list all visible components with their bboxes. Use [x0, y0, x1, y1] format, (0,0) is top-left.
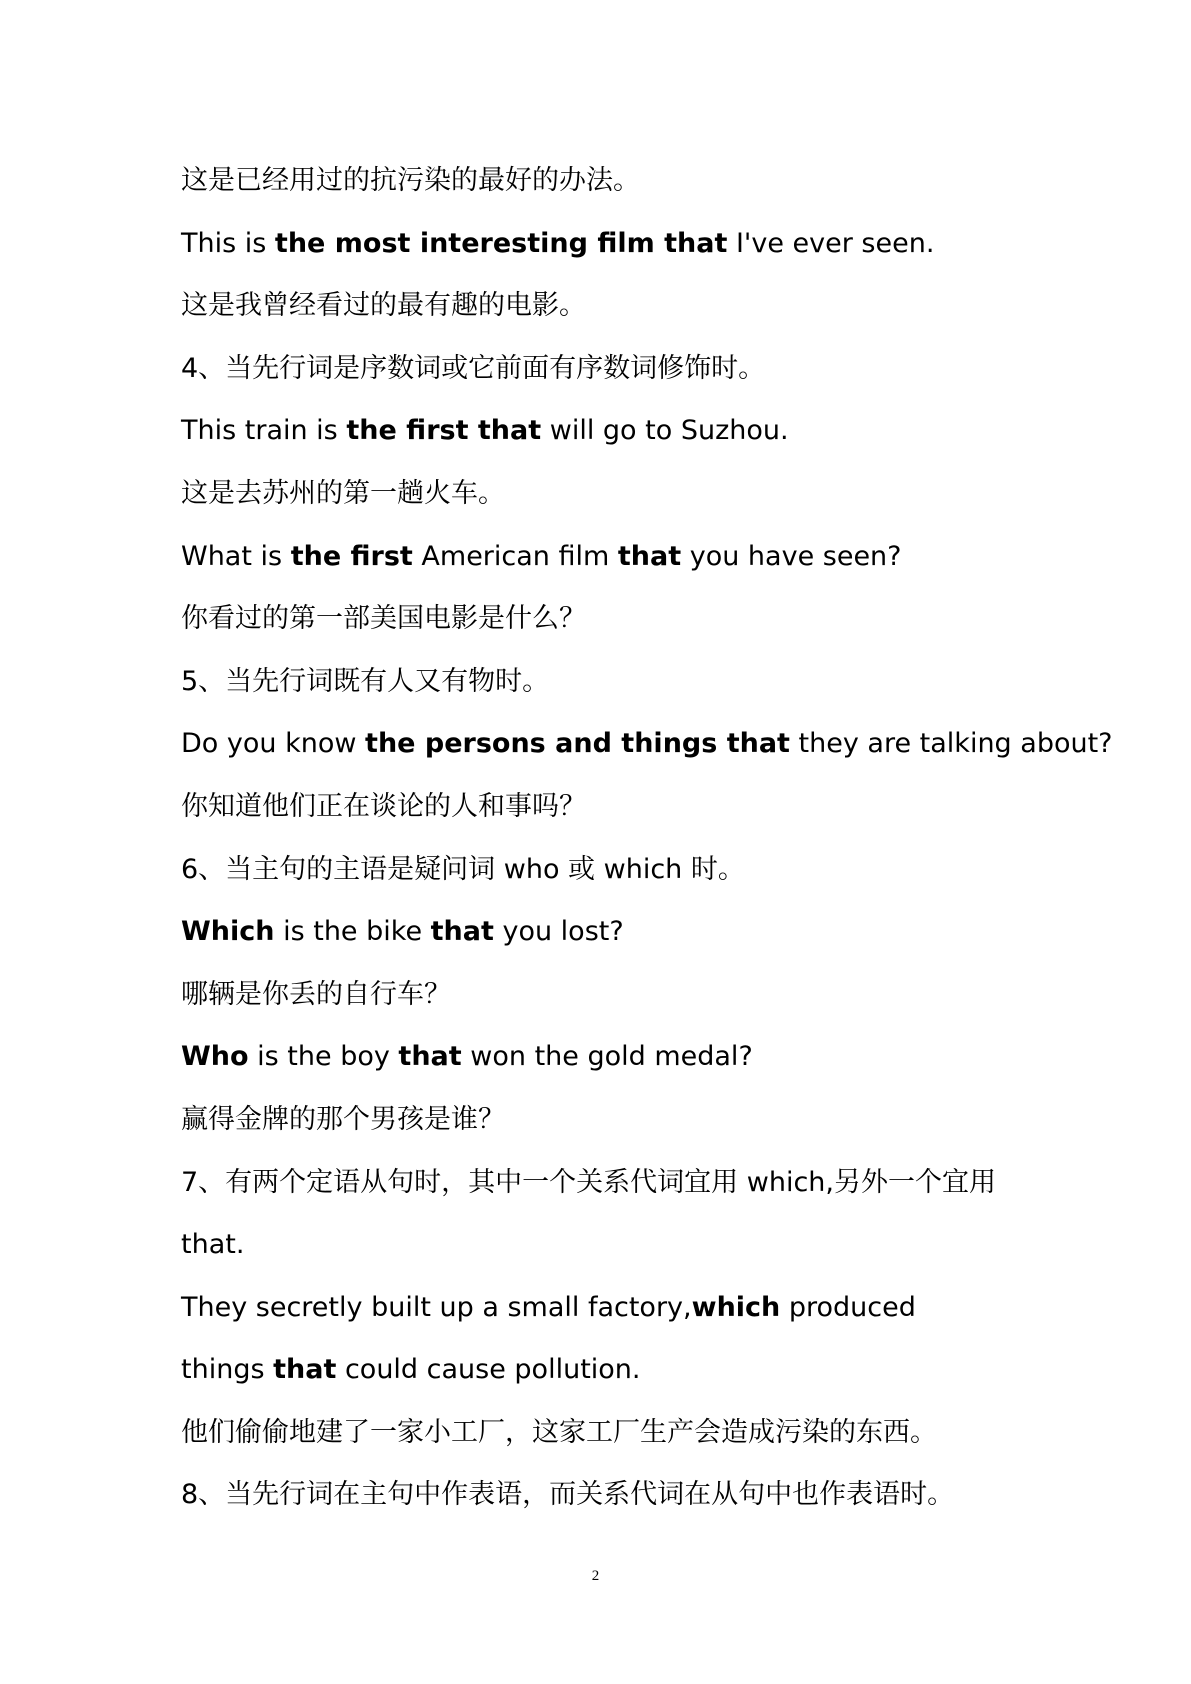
text-run: 6、当主句的主语是疑问词 who 或 which 时。: [181, 853, 745, 885]
bold-text-run: Who: [181, 1041, 249, 1073]
text-run: 7、有两个定语从句时，其中一个关系代词宜用 which,另外一个宜用: [181, 1166, 996, 1198]
text-line: [181, 776, 1081, 839]
text-line: [181, 275, 1081, 338]
text-run: 8、当先行词在主句中作表语，而关系代词在从句中也作表语时。: [181, 1479, 955, 1511]
text-run: could cause pollution.: [336, 1354, 641, 1386]
bold-text-run: the most interesting film that: [274, 227, 728, 259]
text-line: [181, 713, 1113, 776]
text-line: [181, 213, 1081, 276]
bold-text-run: which: [691, 1291, 781, 1323]
text-run: 你看过的第一部美国电影是什么？: [181, 603, 586, 635]
text-line: [181, 463, 1081, 526]
text-run: 他们偷偷地建了一家小工厂，这家工厂生产会造成污染的东西。: [181, 1416, 937, 1448]
text-run: is the boy: [248, 1041, 399, 1073]
text-run: I've ever seen.: [727, 227, 935, 259]
text-line: [181, 964, 1081, 1027]
bold-text-run: that: [430, 916, 494, 948]
text-line: [181, 400, 1081, 463]
text-run: 你知道他们正在谈论的人和事吗？: [181, 790, 586, 822]
text-run: 这是我曾经看过的最有趣的电影。: [181, 290, 586, 322]
bold-text-run: that: [617, 540, 682, 572]
text-run: things: [181, 1354, 274, 1386]
text-line: [181, 1339, 1081, 1402]
text-line: [181, 1026, 1081, 1089]
text-run: They secretly built up a small factory,: [181, 1291, 692, 1323]
text-run: This is: [181, 227, 275, 259]
text-run: Do you know: [181, 728, 366, 760]
text-line: [181, 1214, 1081, 1277]
text-run: American film: [412, 540, 618, 572]
text-run: What is: [181, 540, 291, 572]
text-run: you lost?: [493, 916, 624, 948]
text-run: This train is: [181, 415, 347, 447]
text-line: [181, 1464, 1081, 1527]
text-line: [181, 1402, 1081, 1465]
text-line: [181, 150, 1081, 213]
bold-text-run: the persons and things that: [365, 728, 790, 760]
text-line: [181, 526, 1081, 589]
bold-text-run: that: [398, 1041, 462, 1073]
text-line: [181, 588, 1081, 651]
bold-text-run: the first: [290, 540, 413, 572]
document-body: [181, 150, 1113, 1527]
bold-text-run: the first that: [346, 415, 542, 447]
text-run: 赢得金牌的那个男孩是谁？: [181, 1103, 505, 1135]
text-run: 这是去苏州的第一趟火车。: [181, 477, 505, 509]
text-line: [181, 651, 1081, 714]
bold-text-run: Which: [181, 916, 275, 948]
text-run: is the bike: [274, 916, 431, 948]
text-run: 这是已经用过的抗污染的最好的办法。: [181, 165, 640, 196]
text-line: [181, 839, 1081, 902]
text-run: 5、当先行词既有人又有物时。: [181, 665, 550, 697]
text-run: will go to Suzhou.: [541, 415, 789, 447]
text-run: they are talking about?: [789, 728, 1113, 760]
text-line: [181, 338, 1081, 401]
text-line: [181, 901, 1081, 964]
text-line: [181, 1089, 1081, 1152]
text-run: 哪辆是你丢的自行车？: [181, 978, 451, 1010]
text-line: [181, 1152, 1081, 1215]
text-run: that.: [181, 1229, 245, 1261]
text-run: won the gold medal?: [461, 1041, 753, 1073]
text-run: you have seen?: [681, 540, 902, 572]
text-run: produced: [780, 1291, 916, 1323]
text-line: [181, 1277, 1081, 1340]
page-number: 2: [591, 1568, 600, 1584]
text-run: 4、当先行词是序数词或它前面有序数词修饰时。: [181, 352, 766, 384]
bold-text-run: that: [273, 1354, 337, 1386]
